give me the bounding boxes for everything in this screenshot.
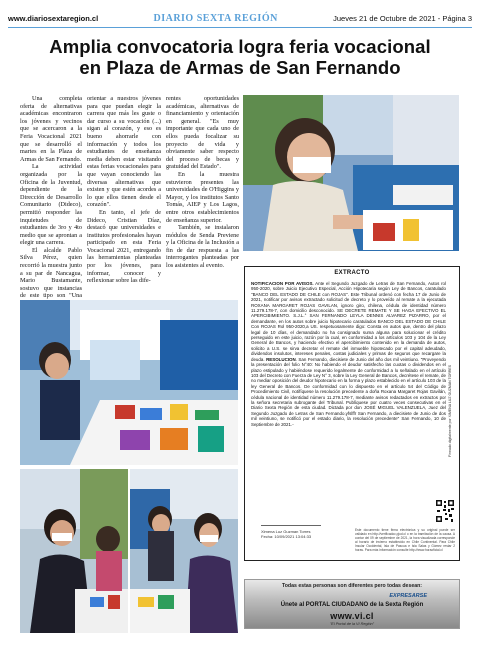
ad-call-to-action: Únete al PORTAL CIUDADANO de la Sexta Región	[280, 602, 424, 608]
header-divider	[8, 27, 472, 28]
portal-advertisement[interactable]	[244, 579, 460, 629]
legal-notice-box	[244, 266, 460, 561]
paragraph: El alcalde Pablo Silva Pérez, quien recorrió la muestra junto a su par de Nancagua, Mario Bustamante, sostuvo que instancias de este tipo son "Una	[20, 246, 82, 300]
ad-slogan: "El Portal de la VI Región"	[329, 622, 375, 626]
signature-date: Fecha: 10/09/2021 13:04:33	[261, 534, 312, 539]
paragraph: Una completa oferta de alternativas académicas encontraron los jóvenes y vecinos que se acercaron a la Feria Vocacional 2021 que se desarrolló el martes en la Plaza de Armas de San Fernando.	[20, 95, 82, 163]
signature-line	[261, 525, 321, 526]
headline-line-1: Amplia convocatoria logra feria vocacional	[49, 36, 431, 57]
article-column-3	[166, 95, 239, 270]
photo-students	[20, 469, 128, 633]
headline	[0, 36, 480, 78]
legal-notice-title: EXTRACTO	[334, 270, 370, 276]
page-date: Jueves 21 de Octubre de 2021 - Página 3	[333, 13, 472, 23]
digital-signature-stamp: Firmado digitalmente por XIMENA LUZ GUZMAN TORRES	[448, 364, 452, 457]
photo-visitors	[130, 469, 238, 633]
page-header	[8, 10, 472, 26]
newspaper-title: DIARIO SEXTA REGIÓN	[153, 12, 278, 24]
qr-code-icon	[435, 499, 455, 523]
ad-tagline: Todas estas personas son diferentes pero todas desean:	[281, 583, 422, 589]
notice-text: Ante el Segundo Juzgado de Letras de San Fernando, Autos rol 950-2020, sobre Juicio Ejecutivo Especial, Acción Hipotecaria según Ley de Bancos, caratulado "BANCO DEL ESTADO DE CHILE con ROJAS". Este Tribunal ordenó con fecha 17 de Junio de 2021, notificar por avisos extractado solicitud de decreto y lo proveído al remate a la ejecutada ROXANA MARGARET ROJAS GAVILAN, ignoro giro, chilena, cédula de identidad número 11.279.178-7, con domicilio desconocido. SE DECRETE REMATE Y SE HAGA EFECTIVO EL APERCIBIMIENTO. S.J.L.° SAN FERNANDO LEYLA DENNIS ALVAREZ PIZARRO, por el demandante, en los autos sobre juicio hipotecario caratulados BANCO DEL ESTADO DE CHILE Con ROJAS Rol 950-2020,a US. respetuosamente digo: Consta en autos que, dentro del plazo legal de 10 días, el demandado no ha consignado suma alguna para solucionar el crédito perseguido en este juicio, razón por la cual, en conformidad a los artículos 103 y 104 de la Ley General de Bancos, y haciendo efectivo el apercibimiento contenido en la demanda de autos, solicito a U.S. se sirva decretar el remate del inmueble hipotecado por el capital adeudado, dividendos insolutos, intereses penales, costas judiciales y primas de seguros que recargare la deuda.	[251, 281, 447, 362]
paragraph: La actividad organizada por la Oficina de la Juventud, dependiente de la Dirección de Desarrollo Comunitario (Dideco), permitió responder las inquietudes de estudiantes de 3ro y 4to medio que se aprontan a elegir una carrera.	[20, 163, 82, 247]
paragraph: orientar a nuestros jóvenes para que puedan elegir la carrera que más les guste o dar curso a su vocación (...) sigan al corazón, y eso es bueno ahorrarle con información y todos los estudiantes de enseñanza media deben estar visitando estas ferias vocacionales para que vayan conociendo las diversas alternativas que existen y que estén acordes a lo que ellos tienen desde el corazón".	[87, 95, 161, 209]
legal-notice-body	[251, 281, 446, 427]
verification-note: Este documento tiene firma electrónica y su original puede ser validado en http://verificadoc.pjud.cl o en la tramitación de la causa. A contar del 09 de septiembre de 2021, la hora visualizada corresponde al horario de invierno establecido en Chile Continental. Para Chile Insular Occidental, Isla de Pascua e Isla Salas y Gómez restar 2 horas. Para más información consulte http://www.horaoficial.cl	[355, 528, 455, 552]
paragraph: También, se instalaron módulos de Senda Previene y la Oficina de la Inclusión a fin de dar respuesta a las interrogantes planteadas por los asistentes al evento.	[166, 224, 239, 270]
paragraph: En tanto, el jefe de Dideco, Cristian Díaz, destacó que universidades e institutos profesionales hayan participado en esta Feria Vocacional 2021, entregando las herramientas planteadas por los jóvenes, para informar, conocer y reflexionar sobre las dife-	[87, 208, 161, 285]
site-url[interactable]: www.diariosextaregion.cl	[8, 13, 99, 23]
headline-line-2: en Plaza de Armas de San Fernando	[79, 57, 401, 78]
signature-block	[261, 529, 311, 539]
ad-url-link[interactable]: www.vi.cl	[330, 611, 374, 621]
photo-feria-stand	[243, 95, 459, 251]
resolution-text: . San Fernando, diecisiete de Junio del año dos mil veintiuno. "Proveyendo la presentación del folio N°40: No habiendo el deudor satisfecho las cuotas o dividendos en el plazo estipulado y habiéndose requerido legalmente de conformidad a lo señalado en el artículo 103 del Decreto con Fuerza de Ley N° 3, sobre la Ley General de Bancos, decrétese el remate, de no mediar oposición del deudor hipotecario en la forma y plazo establecido en el artículo 103 de la ley General de Bancos. De conformidad con lo dispuesto en el artículo 54 del Código de Procedimiento Civil, notifíquese la resolución precedente a doña Roxana Margaret Rojas Gavilán, cédula nacional de identidad número 11.279.178-7, mediante avisos redactados en extractos por la señora secretaria subrogante del Tribunal. Publíquese por cuatro veces consecutivas en el Diario Sexta Región de esta ciudad. Dictada por don JOSÉ MIGUEL VALENZUELA, Juez del Segundo Juzgado de Letras de San Fernando.yfslffr San Fernando, a diecisiete de Junio de dos mil veintiuno, se notificó por el estado diario, la resolución precedente" San Fernando, 10 de Septiembre de 2021.-	[251, 356, 447, 427]
notice-lead: NOTIFICACION POR AVISOS.	[251, 281, 314, 286]
photo-stand-table	[20, 300, 238, 465]
article-column-2	[87, 95, 161, 285]
ad-express-label: EXPRESARSE	[389, 593, 427, 599]
signature-name: Ximena Luz Guzman Torres	[261, 529, 311, 534]
paragraph: En la muestra estuvieron presentes las universidades de O'Higgins y Mayor, y los institutos Santo Tomás, AIEP y Los Lagos, entre otros establecimientos de enseñanza superior.	[166, 170, 239, 224]
article-column-1	[20, 95, 82, 308]
paragraph: rentes oportunidades académicas, alternativas de financiamiento y orientación en general. "Es muy importante que cada uno de ellos pueda focalizar su proyecto de vida y obviamente saber respecto del proceso de becas y gratuidad del Estado".	[166, 95, 239, 171]
resolution-label: RESOLUCION	[266, 356, 296, 362]
